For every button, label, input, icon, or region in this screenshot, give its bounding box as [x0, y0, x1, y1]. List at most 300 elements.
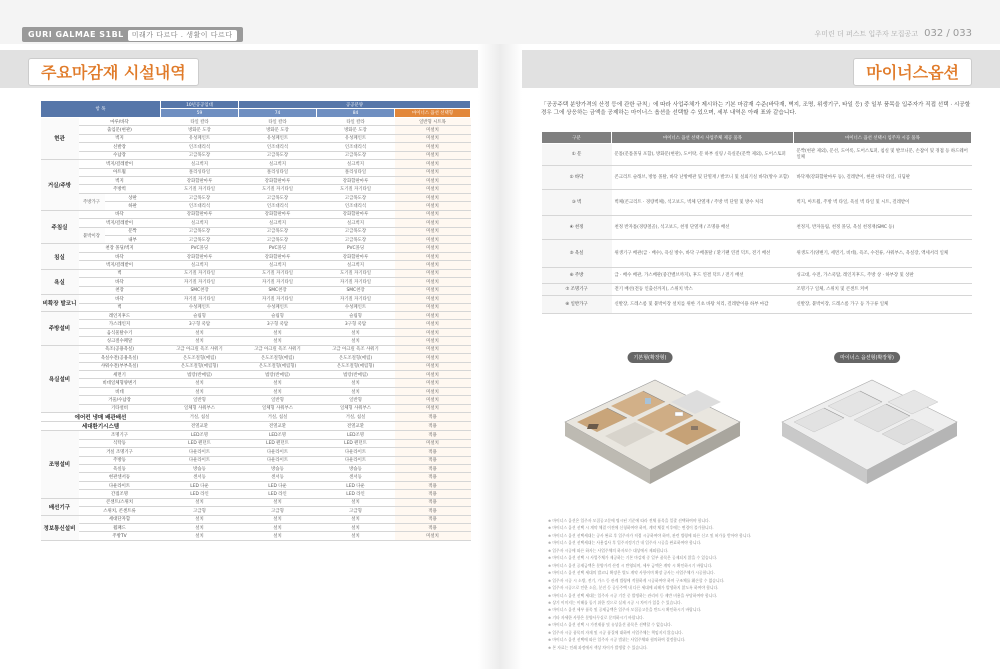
spec-minus-value: 미설치 [395, 176, 471, 184]
spec-value: 온도조절형(매립형) [239, 362, 317, 370]
left-section-title: 주요마감재 시설내역 [28, 58, 199, 86]
spec-item: 문짝 [105, 227, 161, 235]
spec-item: 바닥 [79, 278, 161, 286]
spec-value: 타일 칼라 [161, 117, 239, 125]
spec-value: 도기질 자기타일 [239, 269, 317, 277]
spec-value: 방습등 [239, 464, 317, 472]
spec-row [41, 413, 471, 422]
spec-value: 다운라이트 [161, 456, 239, 464]
spec-value: 강화합판마루 [161, 210, 239, 218]
spec-row [41, 507, 471, 515]
spec-minus-value: 적용 [395, 448, 471, 456]
spec-item: 욕실등 [79, 464, 161, 472]
spec-item: 간접조명 [79, 490, 161, 498]
opt-col-provided: 마이너스 옵션 선택시 사업주체 제공 품목 [612, 132, 794, 144]
spec-item: 욕실수전(공용욕실) [79, 354, 161, 362]
spec-category: 조명설비 [41, 431, 79, 499]
spec-minus-value: 미설치 [395, 269, 471, 277]
spec-value: LED 펜던트 [161, 439, 239, 447]
spec-value: 다운라이트 [317, 448, 395, 456]
option-self: 벽지, 아트월, 주방 벽 타일, 욕실 벽 타일 및 시트, 걸레받이 [794, 190, 972, 216]
page-info: 우미린 더 퍼스트 입주자 모집공고 032 / 033 [814, 28, 972, 39]
spec-value: 자기질 자기타일 [317, 278, 395, 286]
spec-value: 설치 [239, 328, 317, 336]
spec-item: 세대단자함 [79, 515, 161, 523]
spec-minus-value: 미설치 [395, 219, 471, 227]
spec-row [41, 524, 471, 532]
spec-value: 인조대리석 [161, 143, 239, 151]
spec-minus-value: 미설치 [395, 143, 471, 151]
spec-item: 식탁등 [79, 439, 161, 447]
spec-value: PVC몰딩 [239, 244, 317, 252]
spec-row [41, 269, 471, 277]
spec-value: 설치 [317, 337, 395, 345]
option-room: ⑥ 주방 [542, 268, 612, 284]
spec-minus-value: 미설치 [395, 371, 471, 379]
spec-value: 인조대리석 [239, 202, 317, 210]
spec-row [41, 252, 471, 260]
finish-spec-table [40, 100, 471, 541]
spec-value: PVC몰딩 [317, 244, 395, 252]
spec-value: 실크벽지 [161, 261, 239, 269]
spec-value: 설치 [161, 524, 239, 532]
spec-value: 법랑(반매립) [239, 371, 317, 379]
spec-value: 유성페인트 [317, 134, 395, 142]
opt-col-self: 마이너스 옵션 선택시 입주자 시공 품목 [794, 132, 972, 144]
spec-value: 3구형 쿡탑 [317, 320, 395, 328]
spec-value: LED 라인 [317, 490, 395, 498]
note-item: ※ 마이너스 옵션 선택 시 계약 체결 이전에 신청하여야 하며, 계약 체결 이후에는 변경이 불가합니다. [548, 525, 714, 531]
spec-value: 폴리싱타일 [239, 168, 317, 176]
spec-row [41, 481, 471, 489]
spec-value: 방습등 [317, 464, 395, 472]
spec-row [41, 278, 471, 286]
option-provided: 전기 배선(전등 인출선까지), 스위치 박스 [612, 284, 794, 296]
minus-option-table [541, 131, 972, 314]
spec-category: 현관 [41, 117, 79, 159]
spec-value: 방화문 도장 [161, 126, 239, 134]
spec-value: 설치 [161, 379, 239, 387]
note-item: ※ 마이너스 옵션 공제금액은 분양가격 산정 시 반영되며, 세부 금액은 계약 시 확인하시기 바랍니다. [548, 562, 713, 568]
spec-value: 온도조절형(매립) [239, 354, 317, 362]
spec-value: 도기질 자기타일 [161, 269, 239, 277]
spec-value: 온도조절형(매립) [317, 354, 395, 362]
spec-item: 바닥 [79, 252, 161, 260]
spec-row [41, 345, 471, 353]
spec-item: 주방벽 [79, 185, 161, 193]
option-row [542, 166, 972, 190]
spec-row [41, 490, 471, 498]
option-provided: 급 · 배수 배관, 가스배관(중간밸브까지), 후드 연결 덕트 / 전기 배선 [612, 268, 794, 284]
spec-value: 일반형 [161, 396, 239, 404]
spec-minus-value: 적용 [395, 431, 471, 439]
spec-row [41, 422, 471, 431]
spec-item: 벽 [79, 269, 161, 277]
spec-value: 설치 [161, 387, 239, 395]
spec-minus-value: 적용 [395, 498, 471, 506]
spec-minus-value: 미설치 [395, 160, 471, 168]
spec-item: 싱크절수페달 [79, 337, 161, 345]
spec-row [41, 210, 471, 218]
spec-item: 주방TV [79, 532, 161, 540]
spec-item: 내부 [105, 236, 161, 244]
note-item: ※ 마이너스 옵션 선택세대는 공사 완료 후 입주자가 직접 시공하여야 하며, 관련 법령에 따른 신고 및 허가를 받아야 합니다. [548, 532, 752, 538]
option-room: ④ 천정 [542, 216, 612, 240]
spec-row [41, 354, 471, 362]
spec-value: 설치 [317, 328, 395, 336]
spec-value: 전열교환 [161, 422, 239, 431]
spec-row [41, 464, 471, 472]
spec-value: 법랑(반매립) [161, 371, 239, 379]
spec-row [41, 337, 471, 345]
spec-row [41, 328, 471, 336]
spec-minus-value: 미설치 [395, 193, 471, 201]
spec-value: 인조대리석 [317, 202, 395, 210]
spec-row [41, 261, 471, 269]
spec-item: 가스레인지 [79, 320, 161, 328]
minus-option-intro: 「공공주택 분양가격의 산정 등에 관한 규칙」에 따라 사업주체가 제시하는 기본 마감재 수준(바닥재, 벽지, 조명, 위생기구, 타일 등) 중 일부 품목을 입주자가 직접 선택 · 시공할 경우 그에 상응하는 금액을 공제하는 마이너스 옵션을 선택할 수 있으며, 세부 내역은 아래 표와 같습니다. [541, 102, 971, 116]
note-item: ※ 상기 이미지는 이해를 돕기 위한 것으로 실제 시공 시 차이가 있을 수 있습니다. [548, 599, 682, 605]
plan-minus [762, 352, 972, 502]
spec-value: 도기질 자기타일 [317, 185, 395, 193]
note-item: ※ 마이너스 옵션 선택세대는 사용검사 후 입주지정기간 내 입주자 시공을 완료하여야 합니다. [548, 540, 702, 546]
spec-minus-value: 미설치 [395, 320, 471, 328]
spec-item: 벽지 [79, 176, 161, 184]
spec-item: 기타설비 [79, 404, 161, 412]
option-self: 위생도기(양변기, 세면기, 비데), 욕조, 수전류, 샤워부스, 욕실장, 액세서리 일체 [794, 240, 972, 268]
spec-value: 고급형 [239, 507, 317, 515]
spec-minus-value: 미설치 [395, 311, 471, 319]
spec-value: 고급목도장 [161, 236, 239, 244]
spec-value: 일체형 샤워부스 [317, 404, 395, 412]
option-self: 싱크대, 수전, 가스쿡탑, 레인지후드, 주방 상 · 하부장 및 상판 [794, 268, 972, 284]
spec-value: 실크벽지 [317, 261, 395, 269]
spec-value: 실크벽지 [317, 160, 395, 168]
spec-item: 벽지 [79, 134, 161, 142]
note-item: ※ 마이너스 옵션 선택 시 사업주체가 제공하는 기본 마감재 중 일부 품목은 공제되지 않을 수 있습니다. [548, 555, 718, 561]
spec-minus-value: 미설치 [395, 295, 471, 303]
spec-item: 음식물탈수기 [79, 328, 161, 336]
note-item: ※ 입주자 시공에 따른 하자는 사업주체의 하자보수 대상에서 제외됩니다. [548, 547, 669, 553]
col-minus-option: 마이너스 옵션 선택형 [395, 109, 471, 117]
spec-row [41, 202, 471, 210]
spec-value: 도기질 자기타일 [239, 185, 317, 193]
spec-row [41, 286, 471, 294]
spec-minus-value: 적용 [395, 515, 471, 523]
spec-value: 설치 [239, 524, 317, 532]
spec-value: 수성페인트 [239, 303, 317, 311]
spec-subcategory: 주방가구 [79, 193, 105, 210]
spec-value: 슬림형 [161, 311, 239, 319]
spec-value: 센서등 [239, 473, 317, 481]
spec-item: 천장 [79, 286, 161, 294]
spec-value: 강화합판마루 [161, 176, 239, 184]
spec-value: 폴리싱타일 [161, 168, 239, 176]
option-self: 천정지, 반자돌림, 천정 몰딩, 욕실 천정재(SMC 등) [794, 216, 972, 240]
spec-value: 설치 [161, 498, 239, 506]
spec-value: 설치 [161, 515, 239, 523]
spec-value: 타일 칼라 [239, 117, 317, 125]
spec-item: 아트월 [79, 168, 161, 176]
col-item: 항 목 [41, 101, 161, 118]
spec-row [41, 219, 471, 227]
spec-category: 주방설비 [41, 311, 79, 345]
spec-value: 수성페인트 [317, 303, 395, 311]
opt-col-type: 구분 [542, 132, 612, 144]
spec-item: 수납장 [79, 151, 161, 159]
note-item: ※ 입주자 시공 품목의 자재 및 시공 품질에 대하여 사업주체는 책임지지 않습니다. [548, 629, 684, 635]
spec-category: 정보통신설비 [41, 515, 79, 540]
col-74: 74 [239, 109, 317, 117]
spec-value: 강화합판마루 [239, 252, 317, 260]
spec-minus-value: 미설치 [395, 328, 471, 336]
floor-plan-minus-image [762, 352, 972, 502]
spec-value: 수성페인트 [161, 303, 239, 311]
spec-value: 자기질 자기타일 [161, 278, 239, 286]
spec-minus-value: 미설치 [395, 210, 471, 218]
note-item: ※ 마이너스 옵션 세부 품목 및 공제금액은 입주자 모집공고문을 반드시 확인하시기 바랍니다. [548, 607, 702, 613]
spec-value: 설치 [317, 387, 395, 395]
spec-minus-value: 미설치 [395, 354, 471, 362]
spec-item: 벽지/걸레받이 [79, 261, 161, 269]
note-item: ※ 마이너스 옵션 선택 세대는 입주자 시공 기간 중 발생하는 관리비 등 제반 비용을 부담하여야 합니다. [548, 592, 718, 598]
option-self: 신발장, 붙박이장, 드레스룸 가구 등 가구류 일체 [794, 296, 972, 314]
spec-category: 욕실설비 [41, 345, 79, 413]
spec-minus-value: 미설치 [395, 532, 471, 540]
spec-minus-value: 미설치 [395, 236, 471, 244]
spec-minus-value: 미설치 [395, 379, 471, 387]
spec-minus-value: 적용 [395, 481, 471, 489]
spec-item: 상판 [105, 193, 161, 201]
spec-value: 유성페인트 [239, 134, 317, 142]
spec-value: LED 다운 [239, 481, 317, 489]
spec-value: 실크벽지 [317, 219, 395, 227]
spec-minus-value: 미설치 [395, 387, 471, 395]
spec-category: 에어컨 냉매 배관배선 [41, 413, 161, 422]
spec-category: 세대환기시스템 [41, 422, 161, 431]
spec-value: SMC천장 [239, 286, 317, 294]
plan-basic [545, 352, 755, 502]
spec-value: LED 펜던트 [317, 439, 395, 447]
spec-value: 고급목도장 [239, 193, 317, 201]
spec-value: 설치 [239, 387, 317, 395]
spec-item: 샤워수전(부부욕실) [79, 362, 161, 370]
plan-minus-label: 마이너스 옵션형(확장형) [834, 352, 900, 363]
spec-value: 방습등 [161, 464, 239, 472]
spec-minus-value: 미설치 [395, 404, 471, 412]
spec-value: 방화문 도장 [239, 126, 317, 134]
option-room: ③ 벽 [542, 190, 612, 216]
spec-value: LED 라인 [239, 490, 317, 498]
option-self: 문짝(현관 제외), 문선, 도어록, 도어스토퍼, 침실 및 발코니문, 손잡이 및 경첩 등 하드웨어 일체 [794, 144, 972, 166]
spec-item: 현관센서등 [79, 473, 161, 481]
spec-value: SMC천장 [317, 286, 395, 294]
spec-row [41, 117, 471, 125]
spec-value: 실크벽지 [239, 160, 317, 168]
spec-item: 욕조(공용욕실) [79, 345, 161, 353]
spec-value: 다운라이트 [239, 456, 317, 464]
spec-row [41, 431, 471, 439]
col-84: 84 [317, 109, 395, 117]
option-provided: 벽체(콘크리트 · 경량벽체), 석고보드, 벽체 단열재 / 주방 벽 단열 및 방수 처리 [612, 190, 794, 216]
spec-row [41, 311, 471, 319]
spec-row [41, 227, 471, 235]
spec-value: LED 다운 [317, 481, 395, 489]
spec-value: 타일 칼라 [317, 117, 395, 125]
spec-minus-value: 미설치 [395, 278, 471, 286]
spec-value: 고급목도장 [161, 151, 239, 159]
spec-value: 법랑(반매립) [317, 371, 395, 379]
spec-row [41, 387, 471, 395]
option-row [542, 296, 972, 314]
spec-value: 설치 [161, 328, 239, 336]
spec-item: 비데 [79, 387, 161, 395]
spec-value: PVC몰딩 [161, 244, 239, 252]
spec-value: 고급목도장 [317, 227, 395, 235]
spec-value: 설치 [161, 532, 239, 540]
spec-minus-value: 미설치 [395, 362, 471, 370]
spec-value: 고급형 [317, 507, 395, 515]
spec-value: 고급목도장 [317, 151, 395, 159]
spec-row [41, 236, 471, 244]
spec-minus-value: 적용 [395, 413, 471, 422]
spec-value: 고급목도장 [317, 236, 395, 244]
spec-value: 거실, 침실 [317, 413, 395, 422]
spec-minus-value: 적용 [395, 507, 471, 515]
option-room: ② 바닥 [542, 166, 612, 190]
spec-value: 자기질 자기타일 [317, 295, 395, 303]
note-item: ※ 입주자 시공으로 인한 소음, 분진 등 공동주택 내 다른 세대에 피해가 발생하지 않도록 하여야 합니다. [548, 585, 719, 591]
notes-list [548, 517, 973, 651]
spec-item: 벽지/걸레받이 [79, 219, 161, 227]
spec-value: 강화합판마루 [317, 176, 395, 184]
option-self: 바닥재(강화합판마루 등), 걸레받이, 현관 바닥 타일, 디딤판 [794, 166, 972, 190]
spec-value: 인조대리석 [317, 143, 395, 151]
option-row [542, 216, 972, 240]
spec-row [41, 143, 471, 151]
spec-value: SMC천장 [161, 286, 239, 294]
spec-value: 설치 [317, 524, 395, 532]
spec-row [41, 456, 471, 464]
spec-value: 센서등 [317, 473, 395, 481]
spec-category: 주침실 [41, 210, 79, 244]
slogan: 미래가 다르다 . 생활이 다르다 [128, 30, 237, 41]
spec-category: 비확장 발코니 [41, 295, 79, 312]
spec-value: 고급 아크릴 욕조 샤워기 [161, 345, 239, 353]
col-group-sale: 공공분양 [239, 101, 471, 109]
spec-value: 거실, 침실 [239, 413, 317, 422]
page-gutter [478, 44, 522, 669]
spec-value: 도기질 자기타일 [161, 185, 239, 193]
spec-minus-value: 미설치 [395, 303, 471, 311]
spec-value: 다운라이트 [239, 448, 317, 456]
spec-value: 폴리싱타일 [317, 168, 395, 176]
note-item: ※ 마이너스 옵션 선택 시 가전제품 및 유상옵션 품목은 선택할 수 없습니다. [548, 622, 673, 628]
spec-value: 실크벽지 [239, 219, 317, 227]
spec-value: 도기질 자기타일 [317, 269, 395, 277]
spec-minus-value: 적용 [395, 456, 471, 464]
spec-item: 벽지/걸레받이 [79, 160, 161, 168]
spec-value: 자기질 자기타일 [239, 295, 317, 303]
brand-tag: GURI GALMAE S1BL 미래가 다르다 . 생활이 다르다 [22, 27, 243, 42]
option-room: ⑧ 일반가구 [542, 296, 612, 314]
spec-value: 고급목도장 [317, 193, 395, 201]
option-row [542, 284, 972, 296]
note-item: ※ 마이너스 옵션 선택에 따른 입주자 시공 범위는 사업주체와 협의하여 결정합니다. [548, 637, 686, 643]
floor-plan-basic-image [545, 352, 755, 502]
spec-minus-value: 미설치 [395, 337, 471, 345]
spec-value: LED조명 [317, 431, 395, 439]
spec-minus-value: 일반형 시트목 [395, 117, 471, 125]
spec-value: 설치 [317, 515, 395, 523]
spec-row [41, 448, 471, 456]
spec-row [41, 160, 471, 168]
spec-row [41, 295, 471, 303]
spec-item: 비데일체형양변기 [79, 379, 161, 387]
spec-value: 강화합판마루 [239, 210, 317, 218]
spec-minus-value: 미설치 [395, 126, 471, 134]
spec-value: 방화문 도장 [317, 126, 395, 134]
spec-item: 스위치, 콘센트류 [79, 507, 161, 515]
spec-value: 다운라이트 [317, 456, 395, 464]
option-provided: 콘크리트 슬래브, 방통 몰탈, 바닥 난방배관 및 단열재 / 발코니 및 실외기실 바닥(방수 포함) [612, 166, 794, 190]
spec-value: 고급목도장 [239, 151, 317, 159]
spec-item: 신발장 [79, 143, 161, 151]
option-provided: 신발장, 드레스룸 및 붙박이장 설치를 위한 기초 바탕 처리, 걸레받이용 하부 마감 [612, 296, 794, 314]
spec-item: 출입문(현관) [79, 126, 161, 134]
spec-value: 실크벽지 [161, 219, 239, 227]
spec-value: 설치 [317, 532, 395, 540]
spec-row [41, 185, 471, 193]
spec-minus-value: 미설치 [395, 252, 471, 260]
option-provided: 천정 반자틀(경량철골), 석고보드, 천정 단열재 / 조명용 배선 [612, 216, 794, 240]
spec-value: 유성페인트 [161, 134, 239, 142]
spec-category: 배선기구 [41, 498, 79, 515]
spec-item: 주방등 [79, 456, 161, 464]
spec-row [41, 379, 471, 387]
spec-category: 욕실 [41, 269, 79, 294]
col-group-rental: 10년공공임대 [161, 101, 239, 109]
note-item: ※ 마이너스 옵션 선택 세대의 발코니 확장은 별도 계약 사항이며 확장 공사는 사업주체가 시공합니다. [548, 570, 715, 576]
spec-minus-value: 미설치 [395, 396, 471, 404]
note-item: ※ 마이너스 옵션은 입주자 모집공고문에 명시된 기준에 따라 전체 품목을 일괄 선택하여야 합니다. [548, 518, 710, 523]
spec-minus-value: 적용 [395, 464, 471, 472]
spec-value: 고급목도장 [161, 227, 239, 235]
note-item: ※ 본 자료는 인쇄 과정에서 색상 차이가 발생할 수 있습니다. [548, 644, 648, 650]
spec-value: 전열교환 [317, 422, 395, 431]
spec-row [41, 168, 471, 176]
right-section-title: 마이너스옵션 [853, 58, 972, 86]
spec-value: 실크벽지 [239, 261, 317, 269]
spec-value: 3구형 쿡탑 [161, 320, 239, 328]
option-room: ⑦ 조명기구 [542, 284, 612, 296]
spec-value: 거실, 침실 [161, 413, 239, 422]
spec-row [41, 362, 471, 370]
spec-value: 온도조절형(매립) [161, 354, 239, 362]
spec-row [41, 473, 471, 481]
option-provided: 문틀(문틀몰딩 포함), 방화문(현관), 도어락, 문 하부 실링 / 욕실문(문짝 제외), 도어스토퍼 [612, 144, 794, 166]
option-row [542, 240, 972, 268]
spec-category: 침실 [41, 244, 79, 269]
spec-row [41, 515, 471, 523]
spec-item: 콘센트/스위치 [79, 498, 161, 506]
spec-row [41, 151, 471, 159]
spec-value: 설치 [239, 337, 317, 345]
spec-value: 고급목도장 [161, 193, 239, 201]
spec-value: 강화합판마루 [317, 252, 395, 260]
spec-item: 다운라이트 [79, 481, 161, 489]
spec-subcategory: 붙박이장 [79, 227, 105, 244]
